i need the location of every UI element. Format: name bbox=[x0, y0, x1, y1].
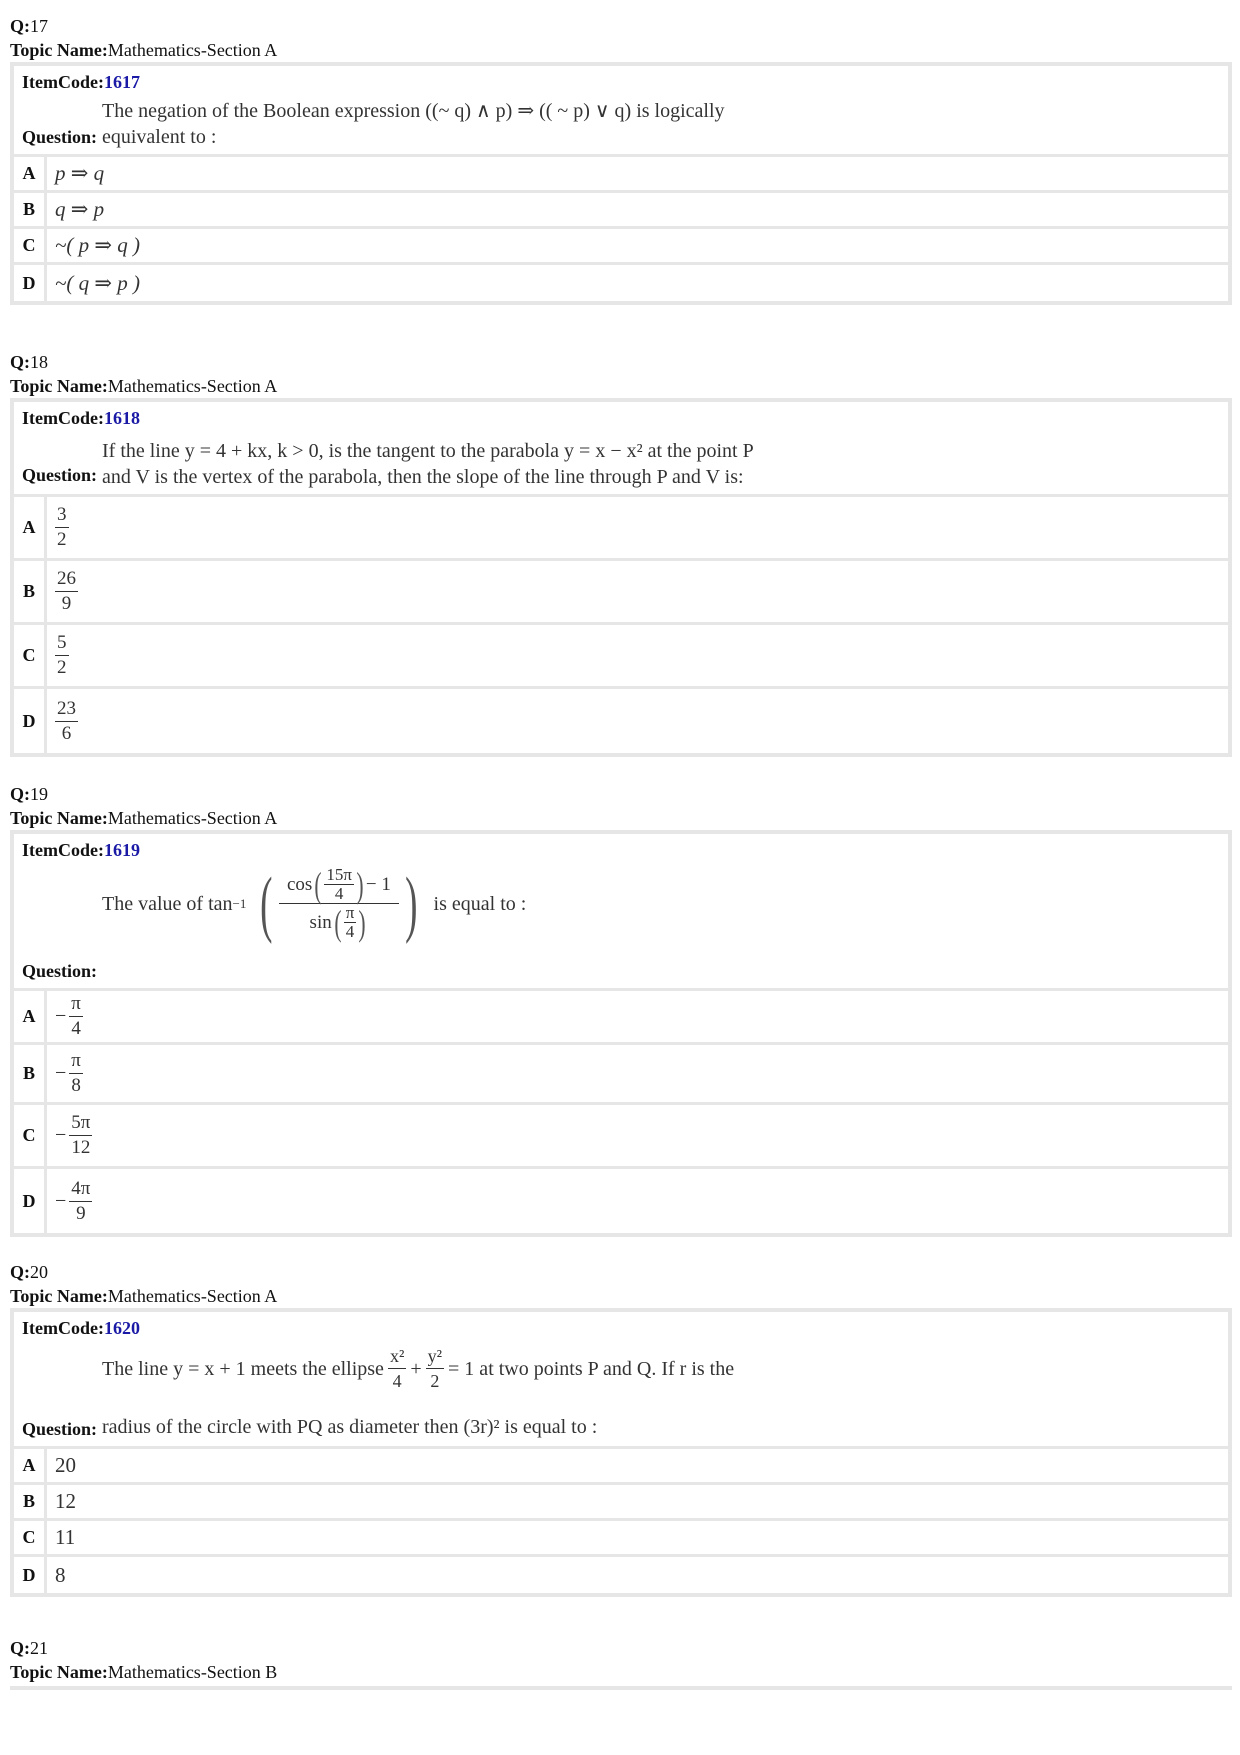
question-row bbox=[14, 1344, 1228, 1449]
topic-name: Topic Name:Mathematics-Section B bbox=[10, 1662, 278, 1682]
question-block-18 bbox=[10, 350, 1232, 757]
item-code: ItemCode:1617 bbox=[22, 72, 140, 92]
option-value: 12 bbox=[55, 1489, 76, 1513]
option-value: − $\frac{\pi}{8}$ bbox=[55, 1050, 81, 1096]
option-letter: D bbox=[14, 265, 47, 301]
item-code: ItemCode:1620 bbox=[22, 1318, 140, 1338]
question-text-line-2: equivalent to : bbox=[102, 126, 217, 148]
item-table bbox=[10, 1308, 1232, 1597]
topic-name: Topic Name:Mathematics-Section A bbox=[10, 1286, 278, 1306]
question-label: Question: bbox=[22, 1419, 98, 1439]
question-block-21 bbox=[10, 1636, 1232, 1684]
option-letter: D bbox=[14, 1169, 47, 1233]
option-value: − $\frac{4\pi}{9}$ bbox=[55, 1177, 91, 1224]
option-letter: C bbox=[14, 625, 47, 686]
question-row bbox=[14, 98, 1228, 157]
item-code: ItemCode:1619 bbox=[22, 840, 140, 860]
option-row-a[interactable] bbox=[14, 1449, 1228, 1485]
question-number: Q:19 bbox=[10, 784, 48, 804]
option-row-a[interactable] bbox=[14, 497, 1228, 561]
question-label: Question: bbox=[22, 961, 98, 981]
option-row-a[interactable] bbox=[14, 157, 1228, 193]
option-row-d[interactable] bbox=[14, 265, 1228, 301]
option-row-b[interactable] bbox=[14, 193, 1228, 229]
option-letter: B bbox=[14, 193, 47, 226]
question-number: Q:21 bbox=[10, 1638, 48, 1658]
option-value: p ⇒ q bbox=[55, 161, 105, 185]
option-letter: B bbox=[14, 1485, 47, 1518]
question-block-20 bbox=[10, 1260, 1232, 1597]
question-text-line-1: The line y = x + 1 meets the ellipse $\frac{\text{x²}}{4}$ + $\frac{\text{y²}}{2}$ = 1 at two points P and Q. If r is the bbox=[102, 1346, 735, 1391]
question-formula: The value of tan −1 ( cos ( $\frac{15\pi}{4}$ ) − 1 sin ( $\frac{\pi}{4}$ ) ) is equal to : bbox=[102, 862, 527, 945]
option-value bbox=[47, 561, 78, 622]
option-letter: B bbox=[14, 1045, 47, 1102]
question-number: Q:20 bbox=[10, 1262, 48, 1282]
option-row-b[interactable] bbox=[14, 1485, 1228, 1521]
question-block-19 bbox=[10, 782, 1232, 1237]
option-letter: A bbox=[14, 157, 47, 190]
item-code: ItemCode:1618 bbox=[22, 408, 140, 428]
option-row-b[interactable] bbox=[14, 1045, 1228, 1105]
option-value bbox=[47, 625, 69, 686]
question-block-17 bbox=[10, 14, 1232, 305]
option-value: q ⇒ p bbox=[55, 197, 105, 221]
question-text-line-1: The negation of the Boolean expression ((~ q) ∧ p) ⇒ (( ~ p) ∨ q) is logically bbox=[102, 100, 725, 122]
option-letter: B bbox=[14, 561, 47, 622]
item-table bbox=[10, 830, 1232, 1237]
option-row-c[interactable] bbox=[14, 1105, 1228, 1169]
question-label: Question: bbox=[22, 465, 98, 485]
option-row-c[interactable] bbox=[14, 625, 1228, 689]
option-letter: C bbox=[14, 1105, 47, 1166]
option-value bbox=[47, 689, 78, 753]
divider bbox=[10, 1686, 1232, 1690]
fraction: $\frac{5}{2}$ bbox=[57, 632, 67, 678]
question-row bbox=[14, 434, 1228, 497]
question-number: Q:18 bbox=[10, 352, 48, 372]
fraction: $\frac{26}{9}$ bbox=[57, 568, 76, 614]
option-value bbox=[47, 497, 69, 558]
option-value: ~( p ⇒ q ) bbox=[55, 233, 140, 257]
option-row-c[interactable] bbox=[14, 229, 1228, 265]
option-letter: D bbox=[14, 1557, 47, 1593]
fraction: $\frac{3}{2}$ bbox=[57, 504, 67, 550]
option-letter: C bbox=[14, 229, 47, 262]
question-number: Q:17 bbox=[10, 16, 48, 36]
option-row-d[interactable] bbox=[14, 1557, 1228, 1593]
option-letter: C bbox=[14, 1521, 47, 1554]
question-text-line-2: and V is the vertex of the parabola, then the slope of the line through P and V is: bbox=[102, 466, 744, 488]
fraction: $\frac{23}{6}$ bbox=[57, 697, 76, 744]
option-row-d[interactable] bbox=[14, 1169, 1228, 1233]
option-value: 11 bbox=[55, 1525, 76, 1549]
option-letter: A bbox=[14, 497, 47, 558]
option-row-c[interactable] bbox=[14, 1521, 1228, 1557]
option-row-b[interactable] bbox=[14, 561, 1228, 625]
option-value: 20 bbox=[55, 1453, 76, 1477]
item-table bbox=[10, 398, 1232, 757]
item-table bbox=[10, 62, 1232, 305]
topic-name: Topic Name:Mathematics-Section A bbox=[10, 40, 278, 60]
option-row-a[interactable] bbox=[14, 991, 1228, 1045]
question-row bbox=[14, 862, 1228, 991]
option-value: ~( q ⇒ p ) bbox=[55, 270, 140, 295]
option-letter: A bbox=[14, 1449, 47, 1482]
topic-name: Topic Name:Mathematics-Section A bbox=[10, 808, 278, 828]
question-label: Question: bbox=[22, 127, 98, 147]
option-value: 8 bbox=[55, 1562, 66, 1587]
option-value: − $\frac{5\pi}{12}$ bbox=[55, 1112, 91, 1158]
option-letter: A bbox=[14, 991, 47, 1042]
question-text-line-2: radius of the circle with PQ as diameter then (3r)² is equal to : bbox=[102, 1416, 598, 1438]
option-value: − $\frac{\pi}{4}$ bbox=[55, 993, 81, 1039]
question-text-line-1: If the line y = 4 + kx, k > 0, is the tangent to the parabola y = x − x² at the point P bbox=[102, 440, 754, 462]
option-row-d[interactable] bbox=[14, 689, 1228, 753]
option-letter: D bbox=[14, 689, 47, 753]
topic-name: Topic Name:Mathematics-Section A bbox=[10, 376, 278, 396]
